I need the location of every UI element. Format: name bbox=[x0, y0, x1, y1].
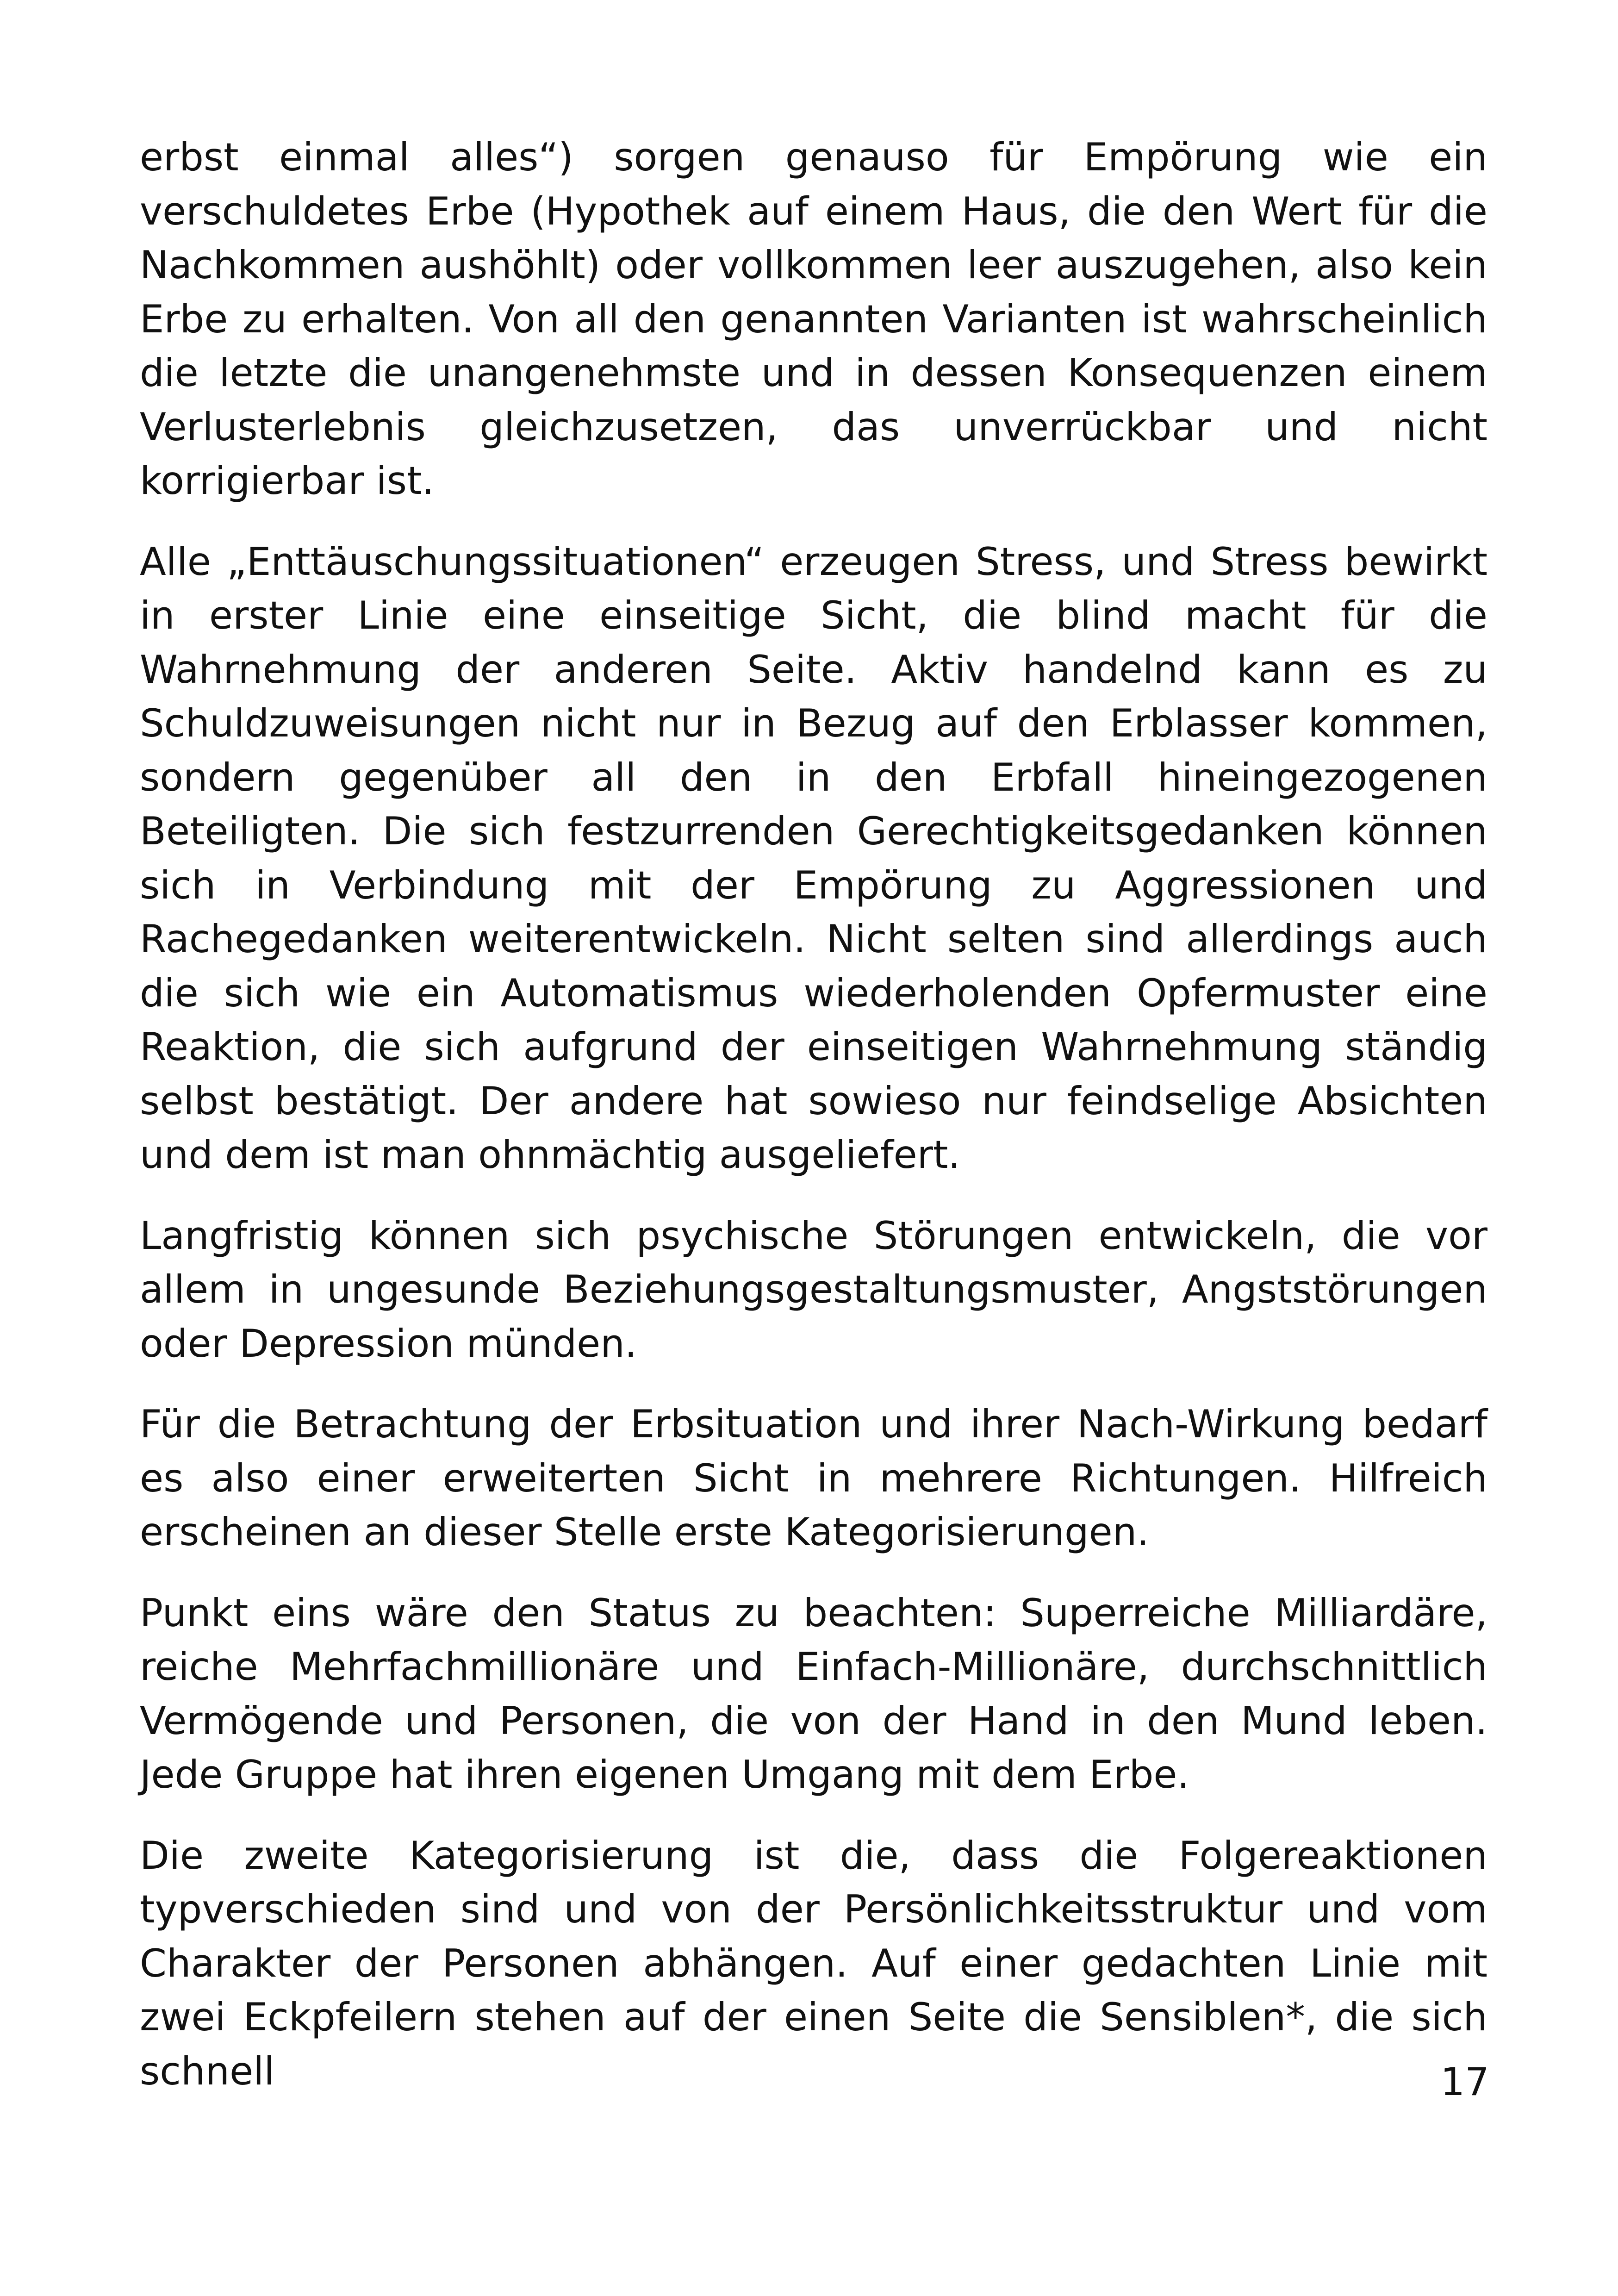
page-number: 17 bbox=[1440, 2059, 1489, 2104]
paragraph-second-category: Die zweite Kategorisierung ist die, dass die Folgereaktionen typverschieden sind und von der Persönlichkeitsstruktur und vom Charakter der Personen abhängen. Auf einer gedachten Linie mit zwei Eckpfeilern stehen auf der einen Seite die Sensiblen*, die sich schnell bbox=[140, 1833, 1487, 2094]
paragraph-status-category: Punkt eins wäre den Status zu beachten: Superreiche Milliardäre, reiche Mehrfachmillionäre und Einfach-Millionäre, durchschnittlich Vermögende und Personen, die von der Hand in den Mund leben. Jede Gruppe hat ihren eigenen Umgang mit dem Erbe. bbox=[140, 1590, 1487, 1797]
paragraph-extended-view: Für die Betrachtung der Erbsituation und ihrer Nach-Wirkung bedarf es also einer erweiterten Sicht in mehrere Richtungen. Hilfreich erscheinen an dieser Stelle erste Kategorisierungen. bbox=[140, 1402, 1487, 1554]
paragraph-psychological-disorders: Langfristig können sich psychische Störungen entwickeln, die vor allem in ungesunde Beziehungsgestaltungsmuster, Angststörungen oder Depression münden. bbox=[140, 1213, 1487, 1366]
paragraph-continuation: erbst einmal alles“) sorgen genauso für Empörung wie ein verschuldetes Erbe (Hypothek auf einem Haus, die den Wert für die Nachkommen aushöhlt) oder vollkommen leer auszugehen, also kein Erbe zu erhalten. Von all den genannten Varianten ist wahrscheinlich die letzte die unangenehmste und in dessen Konsequenzen einem Verlusterlebnis gleichzusetzen, das unverrückbar und nicht korrigierbar ist. bbox=[140, 135, 1487, 503]
paragraph-stress: Alle „Enttäuschungssituationen“ erzeugen Stress, und Stress bewirkt in erster Linie eine einseitige Sicht, die blind macht für die Wahrnehmung der anderen Seite. Aktiv handelnd kann es zu Schuldzuweisungen nicht nur in Bezug auf den Erblasser kommen, sondern gegenüber all den in den Erbfall hineingezogenen Beteiligten. Die sich festzurrenden Gerechtigkeitsgedanken können sich in Verbindung mit der Empörung zu Aggressionen und Rachegedanken weiterentwickeln. Nicht selten sind allerdings auch die sich wie ein Automatismus wiederholenden Opfermuster eine Reaktion, die sich aufgrund der einseitigen Wahrnehmung ständig selbst bestätigt. Der andere hat sowieso nur feindselige Absichten und dem ist man ohnmächtig ausgeliefert. bbox=[140, 539, 1487, 1177]
body-text bbox=[140, 131, 1487, 2125]
